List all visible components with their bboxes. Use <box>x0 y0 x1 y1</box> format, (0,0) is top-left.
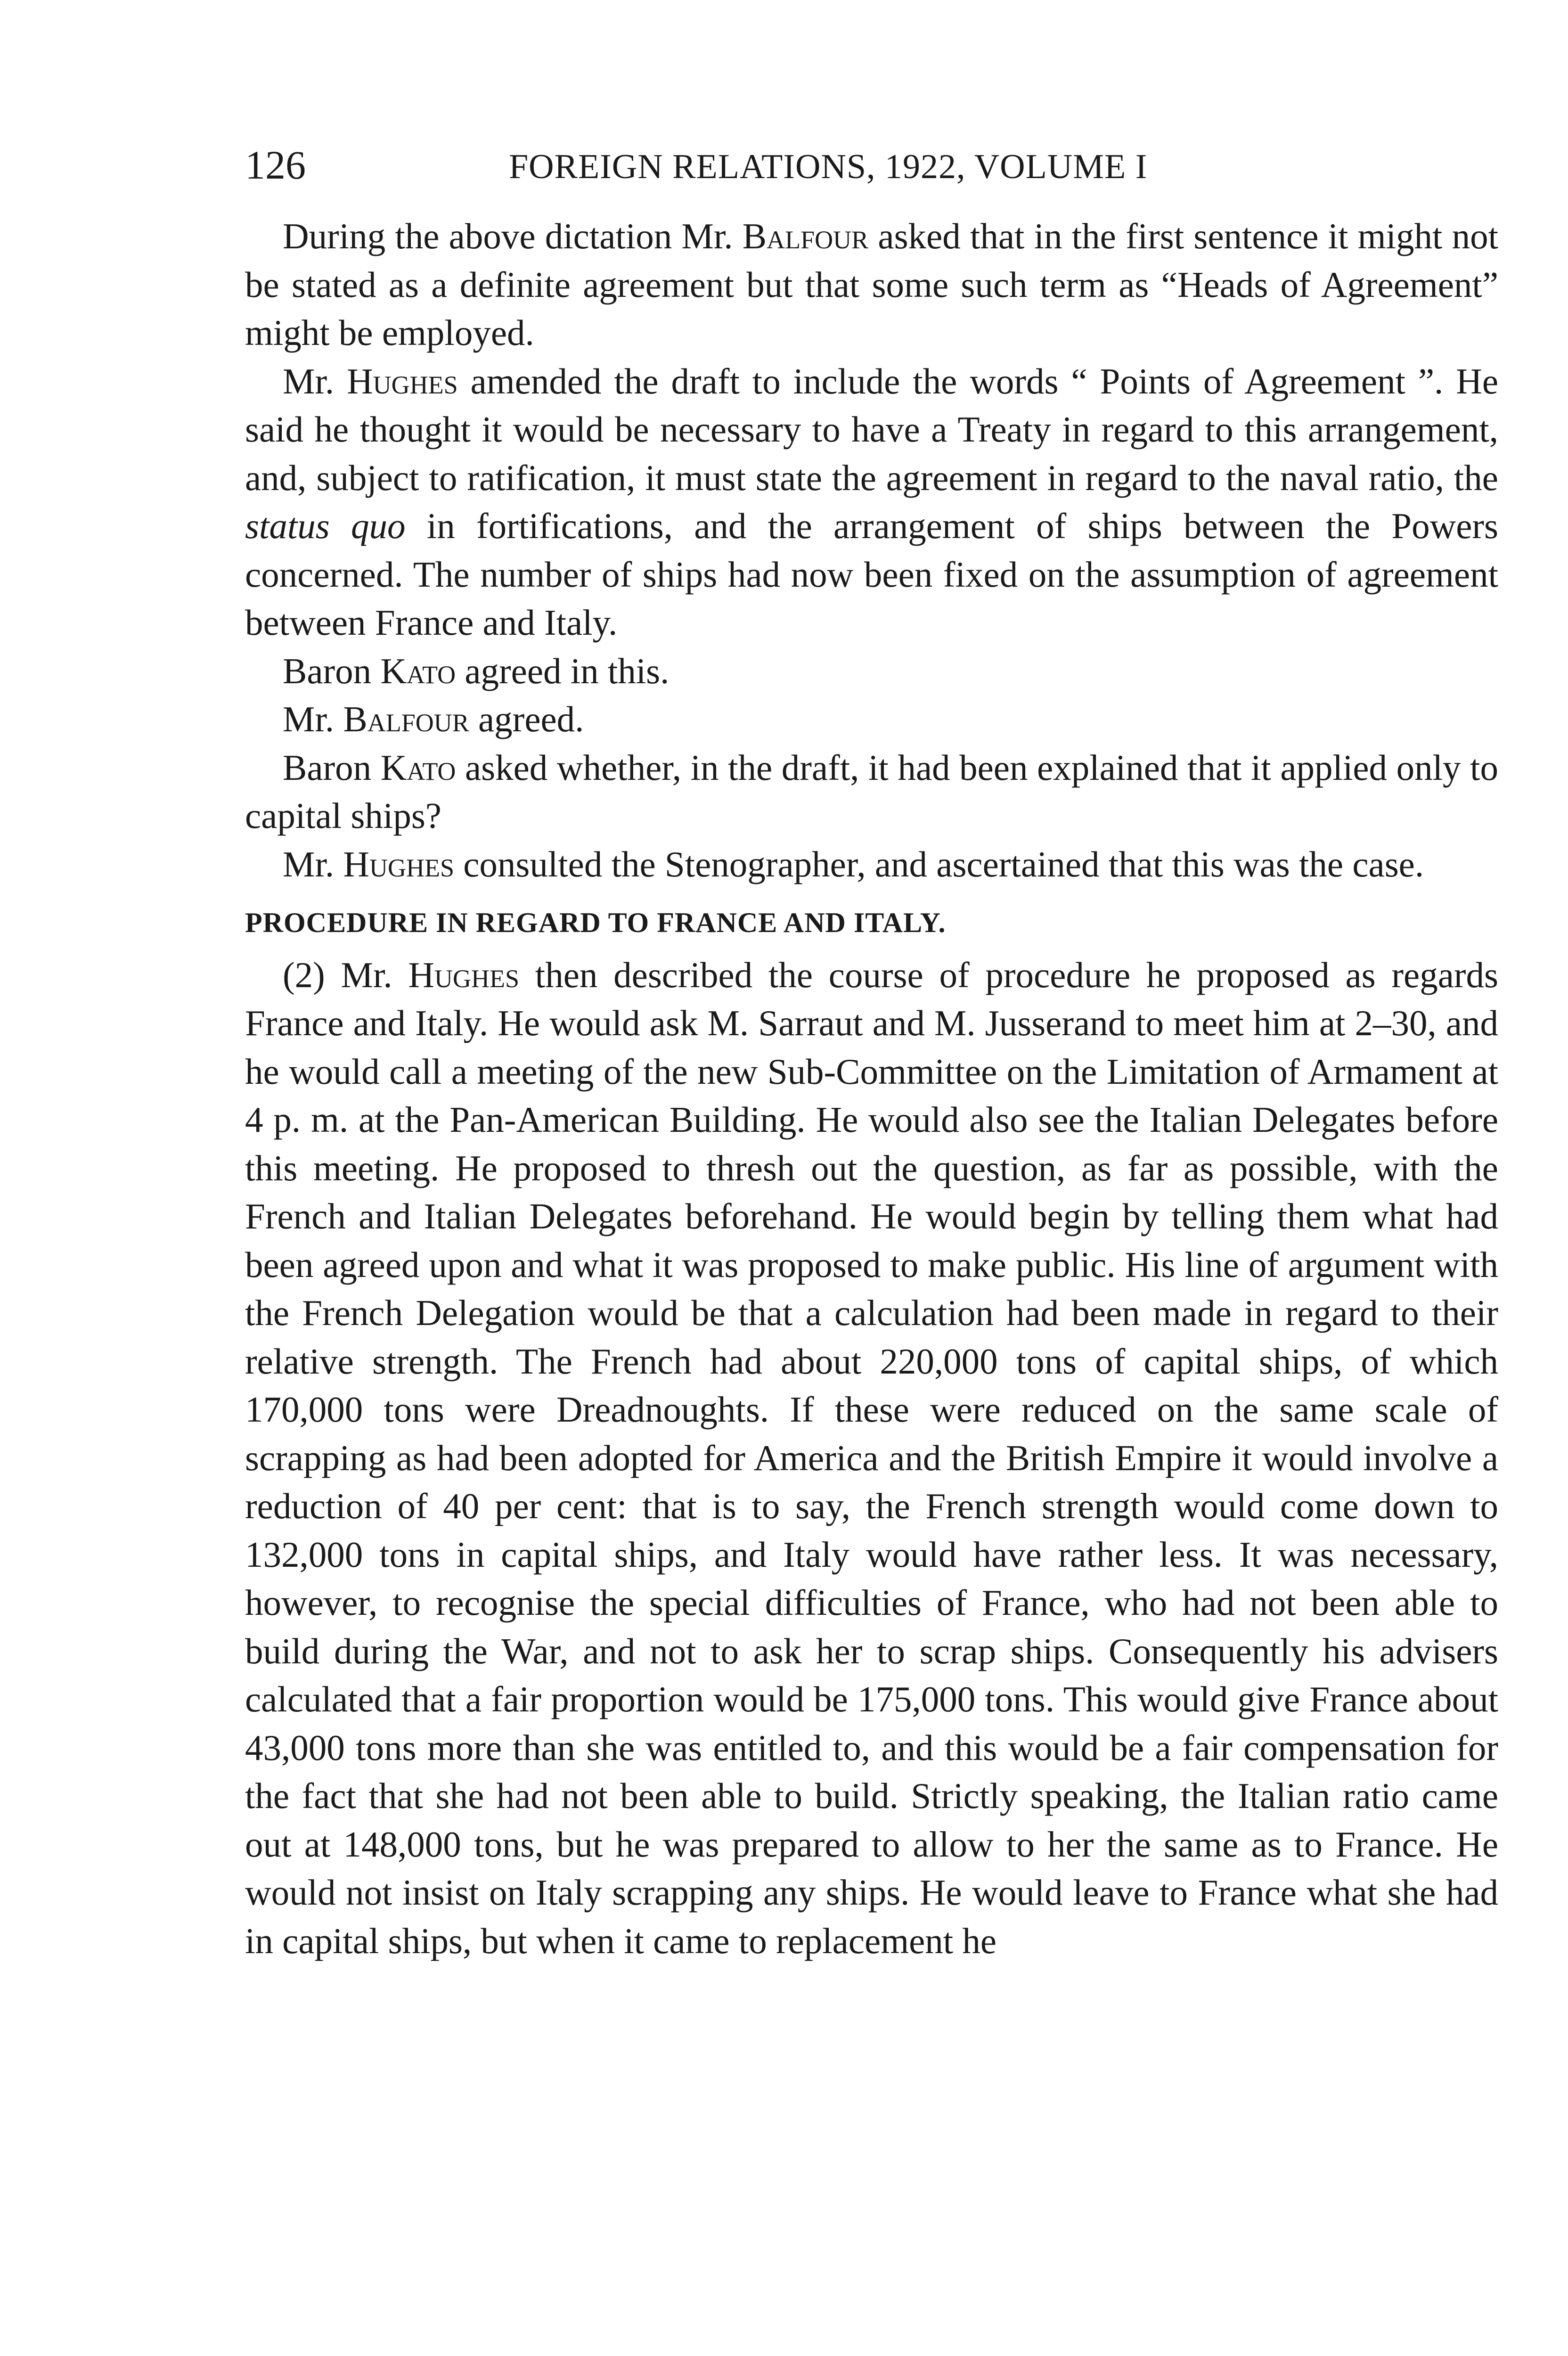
section-heading: PROCEDURE IN REGARD TO FRANCE AND ITALY. <box>245 907 946 938</box>
paragraph-balfour-dictation <box>245 212 1498 357</box>
paragraph-hughes-amendment <box>245 357 1498 647</box>
page-number: 126 <box>245 142 306 188</box>
paragraph-text: asked that in the first sentence it might not be stated as a definite agreement but that some such term as “Heads of Agreement” might be employed. <box>245 216 1498 353</box>
speaker-name: Balfour <box>343 699 469 739</box>
paragraph-text: agreed. <box>469 699 584 739</box>
paragraph-text: Baron <box>283 747 381 788</box>
paragraph-text: Baron <box>283 650 381 691</box>
paragraph-text: consulted the Stenographer, and ascertained that this was the case. <box>454 843 1424 884</box>
speaker-name: Kato <box>380 650 456 691</box>
paragraph-text: Mr. <box>283 360 347 401</box>
speaker-name: Hughes <box>343 843 454 884</box>
paragraph-text: Mr. <box>283 843 343 884</box>
paragraph-kato-agreed <box>245 647 1498 695</box>
running-title: FOREIGN RELATIONS, 1922, VOLUME I <box>509 147 1148 186</box>
document-body <box>245 212 1498 1965</box>
paragraph-hughes-stenographer <box>245 840 1498 889</box>
document-page <box>245 141 1498 1965</box>
paragraph-text: in fortifications, and the arrangement of ships between the Powers concerned. The number of ships had now been fixed on the assumption of agreement between France and Italy. <box>245 506 1499 643</box>
speaker-name: Hughes <box>347 360 458 401</box>
paragraph-text: Mr. <box>283 699 343 739</box>
paragraph-text: then described the course of procedure he proposed as regards France and Italy. He would ask M. Sarraut and M. Jusserand to meet him at 2–30, and he would call a meeting of the new Sub-Committee on the Limitation of Armament at 4 p. m. at the Pan-American Building. He would also see the Italian Delegates before this meeting. He proposed to thresh out the question, as far as possible, with the French and Italian Delegates beforehand. He would begin by telling them what had been agreed upon and what it was proposed to make public. His line of argument with the French Delegation would be that a calculation had been made in regard to their relative strength. The French had about 220,000 tons of capital ships, of which 170,000 tons were Dreadnoughts. If these were reduced on the same scale of scrapping as had been adopted for America and the British Empire it would involve a reduction of 40 per cent: that is to say, the French strength would come down to 132,000 tons in capital ships, and Italy would have rather less. It was necessary, however, to recognise the special difficulties of France, who had not been able to build during the War, and not to ask her to scrap ships. Consequently his advisers calculated that a fair proportion would be 175,000 tons. This would give France about 43,000 tons more than she was entitled to, and this would be a fair compensation for the fact that she had not been able to build. Strictly speaking, the Italian ratio came out at 148,000 tons, but he was prepared to allow to her the same as to France. He would not insist on Italy scrapping any ships. He would leave to France what she had in capital ships, but when it came to replacement he <box>245 954 1498 1961</box>
paragraph-text: amended the draft to include the words “ Points of Agreement ”. He said he thought it would be necessary to have a Treaty in regard to this arrangement, and, subject to ratification, it must state the agreement in regard to the naval ratio, the <box>245 360 1499 498</box>
italic-phrase: status quo <box>245 506 406 546</box>
running-header <box>245 141 1498 193</box>
paragraph-text: (2) Mr. <box>283 954 408 995</box>
paragraph-procedure <box>245 951 1498 1965</box>
paragraph-text: asked whether, in the draft, it had been explained that it applied only to capital ships? <box>245 747 1498 836</box>
speaker-name: Hughes <box>408 954 520 995</box>
paragraph-text: During the above dictation Mr. <box>283 216 743 256</box>
speaker-name: Kato <box>380 747 456 788</box>
paragraph-balfour-agreed <box>245 695 1498 744</box>
speaker-name: Balfour <box>742 216 869 256</box>
paragraph-kato-question <box>245 744 1498 840</box>
paragraph-text: agreed in this. <box>456 650 670 691</box>
